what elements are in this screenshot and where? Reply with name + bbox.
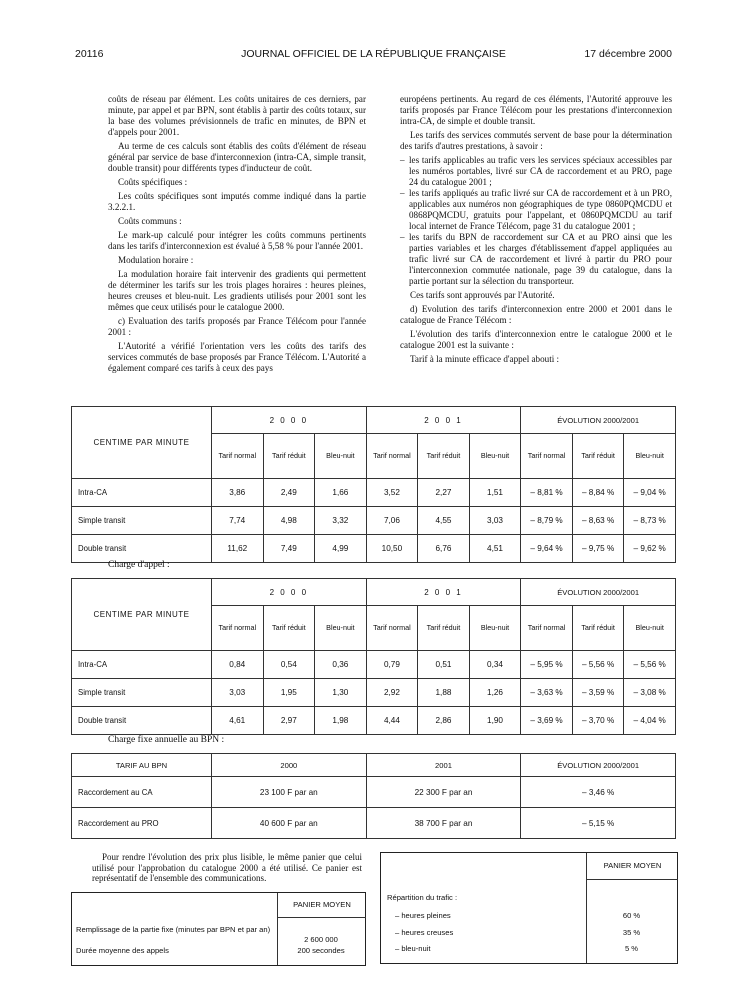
subheader: Tarif réduit xyxy=(418,434,470,479)
table-cell: – 3,08 % xyxy=(624,679,676,707)
left-column xyxy=(108,94,366,377)
group-header-evolution: ÉVOLUTION 2000/2001 xyxy=(521,407,676,434)
table-cell: 3,03 xyxy=(469,507,521,535)
list-item: – les tarifs applicables au trafic vers les services spéciaux accessibles par les numéros portables, livré sur CA de raccordement et au PRO, page 24 du catalogue 2001 ; xyxy=(400,155,672,188)
subheader: Tarif réduit xyxy=(572,606,624,651)
paragraph: L'évolution des tarifs d'interconnexion entre le catalogue 2000 et le catalogue 2001 est la suivante : xyxy=(400,329,672,350)
group-header-2000: 2 0 0 0 xyxy=(212,407,367,434)
table-cell: – 9,04 % xyxy=(624,479,676,507)
group-header-2001: 2 0 0 1 xyxy=(366,579,521,606)
subheader: Bleu-nuit xyxy=(624,434,676,479)
group-header-2000: 2 0 0 0 xyxy=(212,579,367,606)
table-cell: – 4,04 % xyxy=(624,707,676,735)
caption-charge-appel: Charge d'appel : xyxy=(108,560,170,570)
subheader: Tarif réduit xyxy=(572,434,624,479)
table-cell: 1,30 xyxy=(315,679,367,707)
table-cell: – 3,46 % xyxy=(521,777,676,808)
page-number: 20116 xyxy=(75,48,104,60)
paragraph: Ces tarifs sont approuvés par l'Autorité. xyxy=(410,290,555,300)
table-cell: – 9,62 % xyxy=(624,535,676,563)
table-cell: 2,49 xyxy=(263,479,315,507)
row-label: Intra-CA xyxy=(72,651,212,679)
table-row xyxy=(72,808,676,839)
subheader: Tarif réduit xyxy=(263,606,315,651)
row-label: Intra-CA xyxy=(72,479,212,507)
table-cell: – 8,63 % xyxy=(572,507,624,535)
table-cell: 0,34 xyxy=(469,651,521,679)
subheader: Tarif normal xyxy=(521,434,573,479)
corner-header: CENTIME PAR MINUTE xyxy=(72,407,212,479)
paragraph: Les tarifs des services commutés servent de base pour la détermination des tarifs d'autres prestations, à savoir : xyxy=(400,130,672,151)
table-row xyxy=(72,777,676,808)
subheader: Bleu-nuit xyxy=(315,606,367,651)
table-cell: 2,92 xyxy=(366,679,418,707)
table-cell: 2,27 xyxy=(418,479,470,507)
list-item: – les tarifs du BPN de raccordement sur CA et au PRO ainsi que les parties variables et les charges d'établissement d'appel appliquées au trafic livré sur CA de raccordement et livré à partir du PRO pour l'interconnexion commutée nationale, page 39 du catalogue, dans la partie portant sur la sélection du transporteur. xyxy=(400,232,672,287)
table-row xyxy=(72,707,676,735)
table-cell: 1,66 xyxy=(315,479,367,507)
table-cell: – 3,59 % xyxy=(572,679,624,707)
subheader: Tarif normal xyxy=(366,434,418,479)
table-cell: 38 700 F par an xyxy=(366,808,521,839)
row-label: Raccordement au CA xyxy=(72,777,212,808)
table-cell: 2,97 xyxy=(263,707,315,735)
panier-right-title: Répartition du trafic : xyxy=(387,893,458,902)
row-label: Simple transit xyxy=(72,679,212,707)
paragraph: Tarif à la minute efficace d'appel abouti : xyxy=(410,354,560,364)
paragraph: c) Evaluation des tarifs proposés par France Télécom pour l'année 2001 : xyxy=(108,316,366,337)
table-cell: – 8,73 % xyxy=(624,507,676,535)
subheader: Tarif normal xyxy=(521,606,573,651)
table-cell: 23 100 F par an xyxy=(212,777,367,808)
panier-paragraph xyxy=(92,852,362,887)
paragraph: La modulation horaire fait intervenir des gradients qui permettent de déterminer les tarifs sur les trois plages horaires : heures pleines, heures creuses et bleu-nuit. Les gradients utilisés pour 2001 sont les mêmes que ceux utilisés pour le catalogue 2000. xyxy=(108,269,366,312)
row-label: Raccordement au PRO xyxy=(72,808,212,839)
table-cell: 10,50 xyxy=(366,535,418,563)
table-cell: – 5,95 % xyxy=(521,651,573,679)
panier-row-value: 60 % xyxy=(622,911,641,920)
group-header-2001: 2 0 0 1 xyxy=(366,407,521,434)
table-cell: 1,98 xyxy=(315,707,367,735)
table-cell: 3,52 xyxy=(366,479,418,507)
table-cell: – 8,79 % xyxy=(521,507,573,535)
header-tarif-bpn: TARIF AU BPN xyxy=(72,754,212,777)
header-2001: 2001 xyxy=(366,754,521,777)
subheader: Tarif réduit xyxy=(263,434,315,479)
table-cell: 0,54 xyxy=(263,651,315,679)
table-cell: 4,55 xyxy=(418,507,470,535)
subheader: Bleu-nuit xyxy=(469,606,521,651)
table-cell: 0,36 xyxy=(315,651,367,679)
subheader: Tarif normal xyxy=(366,606,418,651)
table-cell: 0,51 xyxy=(418,651,470,679)
table-cell: 22 300 F par an xyxy=(366,777,521,808)
table-cell: 0,79 xyxy=(366,651,418,679)
subheader: Tarif réduit xyxy=(418,606,470,651)
table-cell: 1,88 xyxy=(418,679,470,707)
header-2000: 2000 xyxy=(212,754,367,777)
panier-row-label: – heures pleines xyxy=(395,911,451,920)
table-cell: 3,86 xyxy=(212,479,264,507)
table-row xyxy=(72,679,676,707)
paragraph: L'Autorité a vérifié l'orientation vers les coûts des tarifs des services commutés de base proposés par France Télécom. L'Autorité a également comparé ces tarifs à ceux des pays xyxy=(108,341,366,373)
panier-left-box xyxy=(71,892,366,966)
table-cell: 7,06 xyxy=(366,507,418,535)
table-cell: – 5,56 % xyxy=(572,651,624,679)
table-cell: 1,95 xyxy=(263,679,315,707)
subheader: Bleu-nuit xyxy=(469,434,521,479)
table-row xyxy=(72,651,676,679)
row-label: Double transit xyxy=(72,535,212,563)
table-cell: 4,98 xyxy=(263,507,315,535)
table-cell: 11,62 xyxy=(212,535,264,563)
subheader: Bleu-nuit xyxy=(315,434,367,479)
subheading: Coûts spécifiques : xyxy=(118,177,188,187)
subheading: Coûts communs : xyxy=(118,216,182,226)
table-cell: – 8,84 % xyxy=(572,479,624,507)
table-cell: 2,86 xyxy=(418,707,470,735)
table-cell: 3,03 xyxy=(212,679,264,707)
table-cell: 4,44 xyxy=(366,707,418,735)
paragraph: européens pertinents. Au regard de ces éléments, l'Autorité approuve les tarifs proposés par France Télécom pour les prestations d'interconnexion intra-CA, de simple et double transit. xyxy=(400,94,672,126)
paragraph: coûts de réseau par élément. Les coûts unitaires de ces derniers, par minute, par appel et par BPN, sont établis à partir des coûts totaux, sur la base des volumes prévisionnels de trafic en minutes, de BPN et d'appels pour 2001. xyxy=(108,94,366,137)
table-cell: – 3,70 % xyxy=(572,707,624,735)
journal-title: JOURNAL OFFICIEL DE LA RÉPUBLIQUE FRANÇAISE xyxy=(241,48,506,60)
list-item: – les tarifs appliqués au trafic livré sur CA de raccordement et à un PRO, applicables aux numéros non géographiques de type 0860PQMCDU et 0868PQMCDU, gratuits pour l'appelant, et 0860PQMCDU au tarif local internet de France Télécom, page 31 du catalogue 2001 ; xyxy=(400,188,672,232)
table-cell: 4,51 xyxy=(469,535,521,563)
page-header xyxy=(75,48,672,62)
table-row xyxy=(72,507,676,535)
header-evolution: ÉVOLUTION 2000/2001 xyxy=(521,754,676,777)
right-column xyxy=(400,94,672,368)
table-cell: – 3,63 % xyxy=(521,679,573,707)
row-label: Simple transit xyxy=(72,507,212,535)
table-cell: – 3,69 % xyxy=(521,707,573,735)
panier-row-value: 35 % xyxy=(622,928,641,937)
subheading: Modulation horaire : xyxy=(118,255,194,265)
panier-right-header: PANIER MOYEN xyxy=(586,853,678,880)
table-cell: 1,51 xyxy=(469,479,521,507)
table-cell: 1,26 xyxy=(469,679,521,707)
table-row xyxy=(72,479,676,507)
table-cell: 4,99 xyxy=(315,535,367,563)
table-cell: – 9,75 % xyxy=(572,535,624,563)
table-cell: – 5,15 % xyxy=(521,808,676,839)
panier-right-box xyxy=(380,852,678,964)
subheader: Bleu-nuit xyxy=(624,606,676,651)
table-cell: – 5,56 % xyxy=(624,651,676,679)
panier-row-value: 200 secondes xyxy=(297,946,345,955)
panier-row-label: – bleu-nuit xyxy=(395,944,431,953)
table-cell: 1,90 xyxy=(469,707,521,735)
paragraph: Le mark-up calculé pour intégrer les coûts communs pertinents dans les tarifs d'interconnexion est évalué à 5,58 % pour l'année 2001. xyxy=(108,230,366,251)
row-label: Double transit xyxy=(72,707,212,735)
panier-row-value: 2 600 000 xyxy=(304,935,338,944)
tarif-minute-table xyxy=(71,406,676,563)
panier-row-label: – heures creuses xyxy=(395,928,454,937)
subheader: Tarif normal xyxy=(212,606,264,651)
subheader: Tarif normal xyxy=(212,434,264,479)
paragraph: Les coûts spécifiques sont imputés comme indiqué dans la partie 3.2.2.1. xyxy=(108,191,366,212)
group-header-evolution: ÉVOLUTION 2000/2001 xyxy=(521,579,676,606)
table-cell: – 8,81 % xyxy=(521,479,573,507)
corner-header: CENTIME PAR MINUTE xyxy=(72,579,212,651)
table-cell: 4,61 xyxy=(212,707,264,735)
table-cell: – 9,64 % xyxy=(521,535,573,563)
table-cell: 0,84 xyxy=(212,651,264,679)
table-cell: 3,32 xyxy=(315,507,367,535)
paragraph: Pour rendre l'évolution des prix plus lisible, le même panier que celui utilisé pour l'approbation du catalogue 2000 a été utilisé. Ce panier est représentatif de l'ensemble des communications. xyxy=(92,852,362,883)
bullet-list xyxy=(400,155,672,287)
charge-appel-table xyxy=(71,578,676,735)
table-cell: 7,49 xyxy=(263,535,315,563)
paragraph: Au terme de ces calculs sont établis des coûts d'élément de réseau général par service de base d'interconnexion (intra-CA, simple transit, double transit) pour différents types d'inducteur de coût. xyxy=(108,141,366,173)
caption-charge-fixe: Charge fixe annuelle au BPN : xyxy=(108,735,225,745)
table-cell: 6,76 xyxy=(418,535,470,563)
panier-row-value: 5 % xyxy=(624,944,639,953)
table-row xyxy=(72,535,676,563)
panier-left-header: PANIER MOYEN xyxy=(277,893,366,918)
table-cell: 40 600 F par an xyxy=(212,808,367,839)
table-cell: 7,74 xyxy=(212,507,264,535)
charge-fixe-bpn-table xyxy=(71,753,676,839)
issue-date: 17 décembre 2000 xyxy=(584,48,672,60)
panier-row-label: Durée moyenne des appels xyxy=(76,946,169,955)
paragraph: d) Evolution des tarifs d'interconnexion entre 2000 et 2001 dans le catalogue de France Télécom : xyxy=(400,304,672,325)
panier-row-label: Remplissage de la partie fixe (minutes par BPN et par an) xyxy=(76,925,271,934)
